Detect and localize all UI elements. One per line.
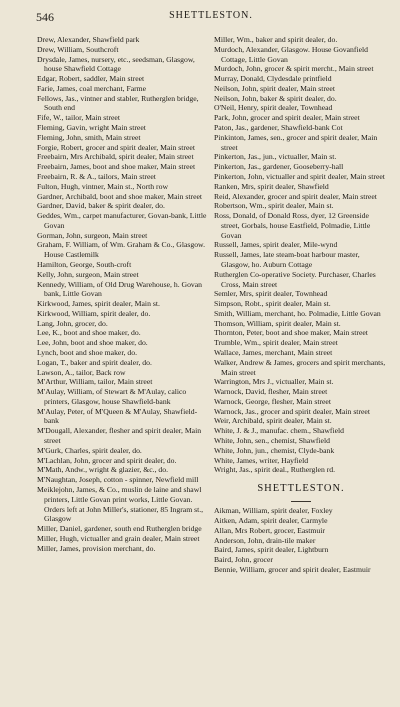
directory-entry: Drew, Alexander, Shawfield park bbox=[37, 35, 140, 44]
directory-entry: Geddes, Wm., carpet manufacturer, Govan-bank, Little Govan bbox=[37, 211, 207, 230]
directory-entry: Semler, Mrs, spirit dealer, Townhead bbox=[214, 289, 328, 299]
directory-entry: Fulton, Hugh, vintner, Main st., North row bbox=[37, 181, 169, 191]
directory-entry: Drew, William, Southcroft bbox=[37, 44, 119, 54]
section-entries bbox=[214, 506, 388, 574]
directory-entry: Lynch, boot and shoe maker, do. bbox=[37, 348, 138, 357]
directory-entry: Murray, Donald, Clydesdale printfield bbox=[214, 74, 332, 84]
directory-entry: M'Arthur, William, tailor, Main street bbox=[37, 377, 153, 387]
directory-entry: Edgar, Robert, saddler, Main street bbox=[37, 74, 145, 84]
directory-entry: Allan, Mrs Robert, grocer, Eastmuir bbox=[214, 525, 325, 535]
directory-entry: Thornton, Peter, boot and shoe maker, Main street bbox=[214, 328, 368, 338]
directory-entry: Neilson, John, spirit dealer, Main street bbox=[214, 83, 335, 93]
right-entries bbox=[214, 35, 388, 475]
directory-entry: Meiklejohn, James, & Co., muslin de laine and shawl printers, Little Govan print works, Little Govan. Orders left at John Miller's, stationer, 85 Ingram st., Glasgow bbox=[37, 484, 204, 524]
directory-entry: M'Math, Andw., wright & glazier, &c., do. bbox=[37, 465, 169, 475]
running-title: SHETTLESTON. bbox=[169, 10, 253, 21]
directory-entry: Trumble, Wm., spirit dealer, Main street bbox=[214, 338, 338, 348]
directory-entry: Wallace, James, merchant, Main street bbox=[214, 348, 333, 357]
directory-entry: Pinkinton, James, sen., grocer and spirit dealer, Main street bbox=[214, 132, 378, 152]
directory-entry: Kirkwood, James, spirit dealer, Main st. bbox=[37, 299, 160, 309]
directory-entry: O'Neil, Henry, spirit dealer, Townhead bbox=[214, 103, 333, 113]
directory-entry: Murdoch, John, grocer & spirit mercht., Main street bbox=[214, 64, 374, 74]
left-column bbox=[37, 35, 207, 553]
directory-entry: White, John, jun., chemist, Clyde-bank bbox=[214, 445, 335, 455]
directory-entry: Russell, James, late steam-boat harbour master, Glasgow, ho. Auburn Cottage bbox=[214, 250, 360, 269]
section-rule bbox=[291, 501, 311, 502]
directory-entry: Reid, Alexander, grocer and spirit dealer, Main street bbox=[214, 191, 377, 201]
directory-entry: Miller, Daniel, gardener, south end Rutherglen bridge bbox=[37, 524, 202, 534]
directory-entry: Walker, Andrew & James, grocers and spirit merchants, Main street bbox=[214, 357, 386, 377]
directory-entry: Baird, James, spirit dealer, Lightburn bbox=[214, 545, 329, 555]
directory-entry: Lawson, A., tailor, Back row bbox=[37, 367, 126, 377]
directory-entry: White, John, sen., chemist, Shawfield bbox=[214, 436, 330, 446]
directory-entry: Miller, Hugh, victualler and grain dealer, Main street bbox=[37, 533, 200, 543]
directory-entry: Graham, F. William, of Wm. Graham & Co., Glasgow. House Castlemilk bbox=[37, 240, 206, 260]
directory-entry: White, J. & J., manufac. chem., Shawfield bbox=[214, 426, 345, 436]
directory-entry: Forgie, Robert, grocer and spirit dealer, Main street bbox=[37, 142, 195, 152]
section-heading: SHETTLESTON. bbox=[257, 483, 345, 495]
directory-entry: White, James, writer, Hayfield bbox=[214, 455, 309, 465]
directory-entry: Freebairn, R. & A., tailors, Main street bbox=[37, 171, 156, 181]
directory-entry: Fleming, Gavin, wright Main street bbox=[37, 123, 146, 133]
directory-entry: M'Dougall, Alexander, flesher and spirit dealer, Main street bbox=[37, 426, 202, 446]
directory-entry: M'Aulay, Peter, of M'Queen & M'Aulay, Shawfield-bank bbox=[37, 406, 198, 426]
directory-entry: M'Gurk, Charles, spirit dealer, do. bbox=[37, 445, 142, 455]
page-header bbox=[36, 10, 386, 24]
directory-entry: Bennie, William, grocer and spirit dealer, Eastmuir bbox=[214, 564, 371, 574]
directory-entry: Rutherglen Co-operative Society. Purchaser, Charles Cross, Main street bbox=[214, 269, 376, 289]
directory-entry: Fellows, Jas., vintner and stabler, Rutherglen bridge, South end bbox=[37, 93, 199, 113]
directory-entry: M'Aulay, William, of Stewart & M'Aulay, calico printers, Glasgow, house Shawfield-bank bbox=[37, 387, 187, 406]
directory-entry: Warnock, David, flesher, Main street bbox=[214, 387, 328, 397]
directory-entry: Murdoch, Alexander, Glasgow. House Govanfield Cottage, Little Govan bbox=[214, 44, 368, 64]
directory-entry: Farie, James, coal merchant, Farme bbox=[37, 83, 147, 93]
directory-entry: Smith, William, merchant, ho. Polmadie, Little Govan bbox=[214, 308, 381, 318]
directory-entry: Fife, W., tailor, Main street bbox=[37, 113, 120, 123]
directory-entry: Logan, T., baker and spirit dealer, do. bbox=[37, 357, 152, 367]
directory-entry: Warnock, George, flesher, Main street bbox=[214, 396, 331, 406]
directory-entry: Lang, John, grocer, do. bbox=[37, 318, 108, 328]
directory-entry: Kirkwood, William, spirit dealer, do. bbox=[37, 308, 151, 318]
directory-entry: Miller, Wm., baker and spirit dealer, do. bbox=[214, 35, 338, 44]
directory-entry: Pinkerton, Jas., gardener, Gooseberry-hall bbox=[214, 162, 344, 172]
directory-entry: Pinkerton, John, victualler and spirit dealer, Main street bbox=[214, 171, 385, 181]
directory-entry: Drysdale, James, nursery, etc., seedsman, Glasgow, house Shawfield Cottage bbox=[37, 54, 195, 74]
directory-entry: Lee, John, boot and shoe maker, do. bbox=[37, 338, 148, 348]
directory-entry: Simpson, Robt., spirit dealer, Main st. bbox=[214, 299, 331, 309]
directory-entry: M'Naughtan, Joseph, cotton - spinner, Newfield mill bbox=[37, 475, 199, 485]
directory-entry: Ross, Donald, of Donald Ross, dyer, 12 Greenside street, Gorbals, house Eastfield, Polmadie, Little Govan bbox=[214, 211, 371, 240]
directory-entry: Gorman, John, surgeon, Main street bbox=[37, 230, 148, 240]
directory-entry: Lee, K., boot and shoe maker, do. bbox=[37, 328, 141, 338]
directory-entry: Aikman, William, spirit dealer, Foxley bbox=[214, 506, 333, 516]
directory-entry: Pinkerton, Jas., jun., victualler, Main st. bbox=[214, 152, 337, 162]
directory-entry: Baird, John, grocer bbox=[214, 555, 273, 565]
directory-entry: Miller, James, provision merchant, do. bbox=[37, 543, 156, 553]
directory-entry: Weir, Archibald, spirit dealer, Main st. bbox=[214, 416, 332, 426]
directory-entry: Kennedy, William, of Old Drug Warehouse, h. Govan bank, Little Govan bbox=[37, 279, 203, 299]
directory-entry: Paton, Jas., gardener, Shawfield-bank Cot bbox=[214, 123, 343, 133]
directory-entry: Kelly, John, surgeon, Main street bbox=[37, 269, 139, 279]
directory-entry: Ranken, Mrs, spirit dealer, Shawfield bbox=[214, 181, 329, 191]
directory-entry: Robertson, Wm., spirit dealer, Main st. bbox=[214, 201, 334, 211]
directory-entry: Park, John, grocer and spirit dealer, Main street bbox=[214, 113, 360, 123]
directory-entry: M'Lachlan, John, grocer and spirit dealer, do. bbox=[37, 455, 177, 465]
directory-entry: Anderson, John, drain-tile maker bbox=[214, 535, 316, 545]
directory-entry: Russell, James, spirit dealer, Mile-wynd bbox=[214, 240, 338, 250]
right-column bbox=[214, 35, 388, 575]
directory-entry: Freebairn, James, boot and shoe maker, Main street bbox=[37, 162, 196, 172]
directory-entry: Thomson, William, spirit dealer, Main st. bbox=[214, 318, 341, 328]
directory-entry: Fleming, John, smith, Main street bbox=[37, 132, 141, 142]
directory-entry: Warnock, Jas., grocer and spirit dealer, Main street bbox=[214, 406, 370, 416]
directory-entry: Gardner, David, baker & spirit dealer, do. bbox=[37, 201, 165, 211]
directory-entry: Neilson, John, baker & spirit dealer, do. bbox=[214, 93, 337, 103]
directory-entry: Hamilton, George, South-croft bbox=[37, 259, 132, 269]
page-number: 546 bbox=[36, 10, 54, 24]
directory-entry: Freebairn, Mrs Archibald, spirit dealer, Main street bbox=[37, 152, 194, 162]
directory-entry: Wright, Jas., spirit deal., Rutherglen rd. bbox=[214, 465, 336, 475]
directory-entry: Warrington, Mrs J., victualler, Main st. bbox=[214, 377, 334, 387]
directory-entry: Gardner, Archibald, boot and shoe maker, Main street bbox=[37, 191, 203, 201]
directory-entry: Aitken, Adam, spirit dealer, Carmyle bbox=[214, 515, 328, 525]
